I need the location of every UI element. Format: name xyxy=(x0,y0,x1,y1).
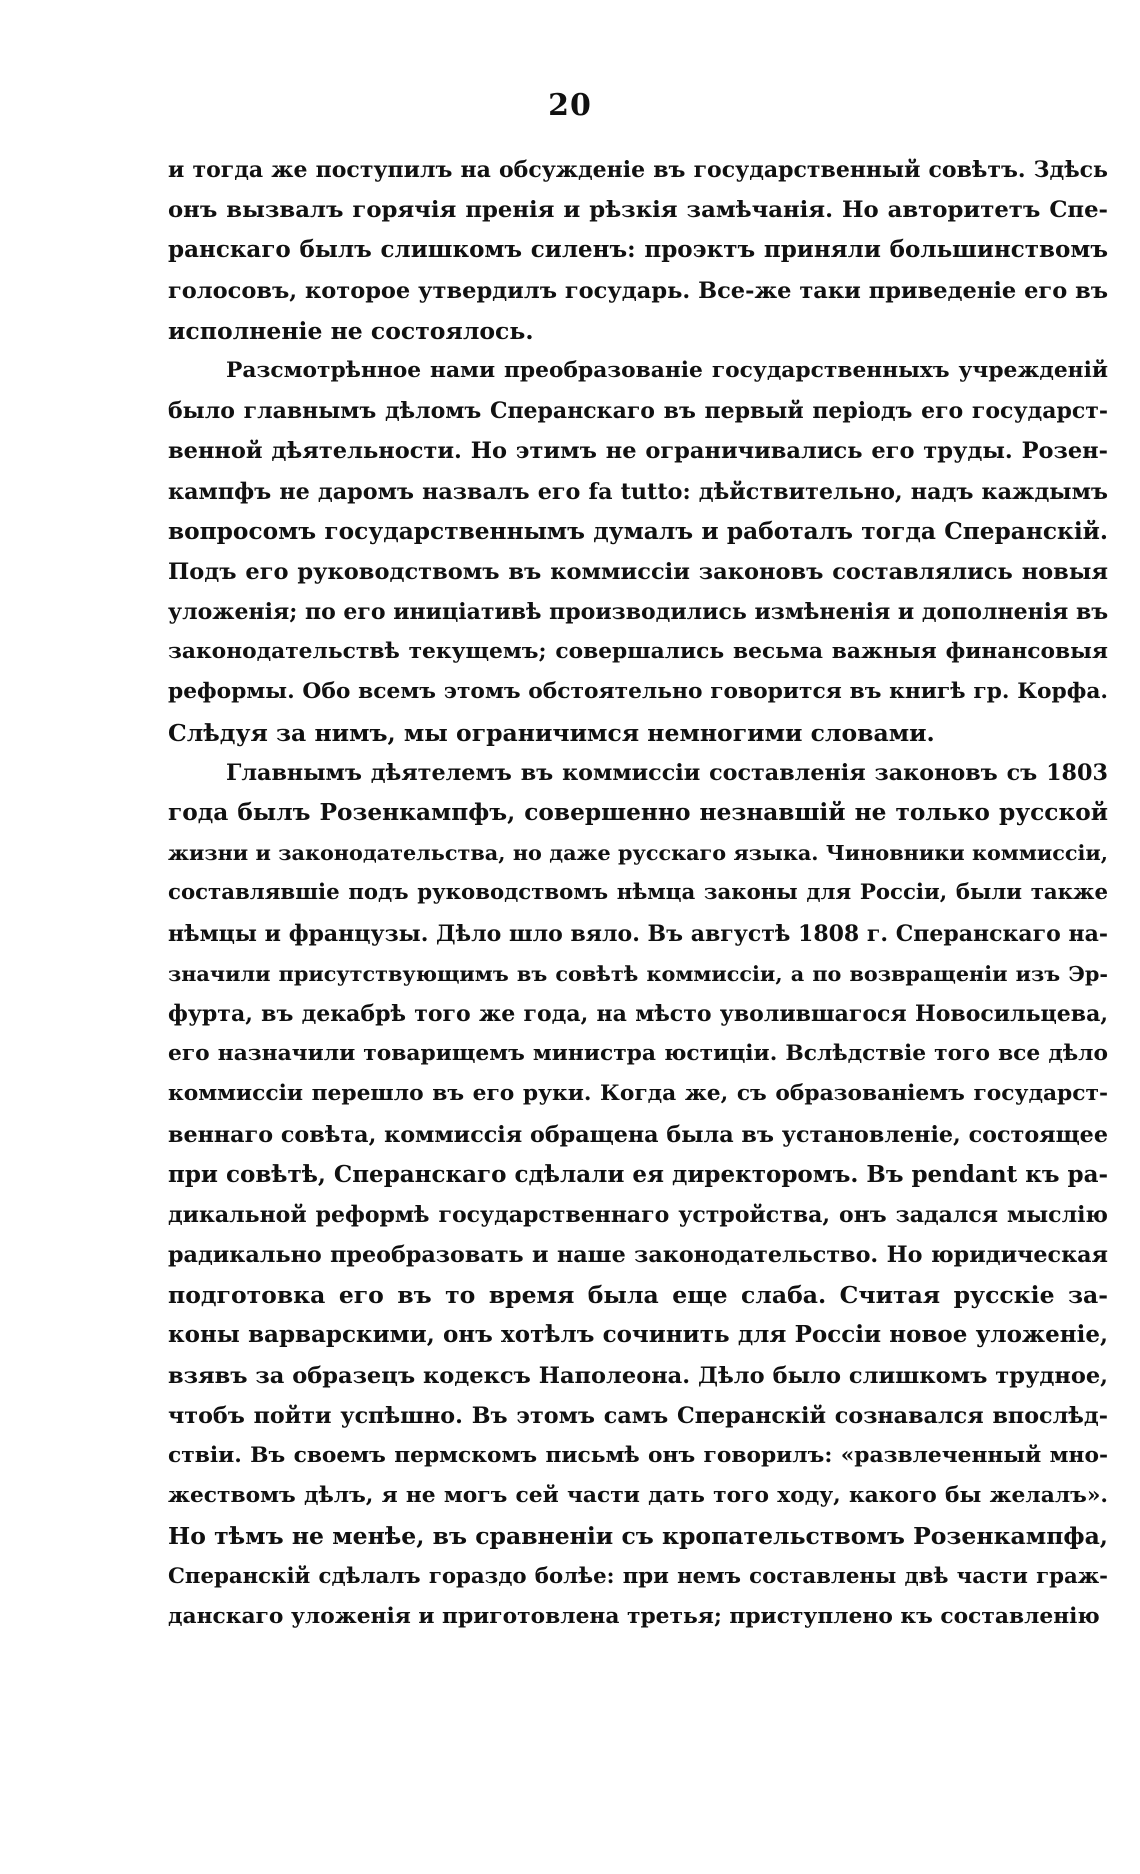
text-line: радикально преобразовать и наше законодательство. Но юридическая xyxy=(168,1242,1108,1269)
text-line: веннаго совѣта, коммиссія обращена была въ установленіе, состоящее xyxy=(168,1121,1108,1148)
text-line: его назначили товарищемъ министра юстиціи. Вслѣдствіе того все дѣло xyxy=(168,1041,1108,1067)
text-line: ствіи. Въ своемъ пермскомъ письмѣ онъ говорилъ: «развлеченный мно- xyxy=(168,1443,1108,1468)
text-line: подготовка его въ то время была еще слаба. Считая русскіе за- xyxy=(168,1281,1108,1310)
text-line: Главнымъ дѣятелемъ въ коммиссіи составленія законовъ съ 1803 xyxy=(226,759,1108,786)
text-line: года былъ Розенкампфъ, совершенно незнавшій не только русской xyxy=(168,799,1108,826)
text-line: Разсмотрѣнное нами преобразованіе государственныхъ учрежденій xyxy=(226,357,1108,383)
text-line: Слѣдуя за нимъ, мы ограничимся немногими словами. xyxy=(168,718,935,747)
text-line: чтобъ пойти успѣшно. Въ этомъ самъ Сперанскій сознавался впослѣд- xyxy=(168,1402,1108,1429)
text-line: составлявшіе подъ руководствомъ нѣмца законы для Россіи, были также xyxy=(168,880,1108,906)
text-line: дикальной реформѣ государственнаго устройства, онъ задался мыслію xyxy=(168,1201,1108,1228)
paragraph xyxy=(168,351,1108,753)
text-line: взявъ за образецъ кодексъ Наполеона. Дѣло было слишкомъ трудное, xyxy=(168,1362,1108,1389)
text-line: было главнымъ дѣломъ Сперанскаго въ первый періодъ его государст- xyxy=(168,398,1108,425)
text-line: кампфъ не даромъ назвалъ его fa tutto: дѣйствительно, надъ каждымъ xyxy=(168,478,1108,505)
text-line: уложенія; по его иниціативѣ производились измѣненія и дополненія въ xyxy=(168,599,1108,626)
text-line: коммиссіи перешло въ его руки. Когда же, съ образованіемъ государст- xyxy=(168,1081,1108,1107)
body-text xyxy=(168,150,1108,1637)
text-line: и тогда же поступилъ на обсужденіе въ государственный совѣтъ. Здѣсь xyxy=(168,157,1108,183)
text-line: Подъ его руководствомъ въ коммиссіи законовъ составлялись новыя xyxy=(168,558,1108,585)
text-line: ранскаго былъ слишкомъ силенъ: проэктъ приняли большинствомъ xyxy=(168,236,1108,264)
text-line: венной дѣятельности. Но этимъ не ограничивались его труды. Розен- xyxy=(168,438,1108,465)
text-line: жествомъ дѣлъ, я не могъ сей части дать того ходу, какого бы желалъ». xyxy=(168,1483,1108,1509)
text-line: исполненіе не состоялось. xyxy=(168,316,534,345)
page-number: 20 xyxy=(548,88,592,123)
text-line: значили присутствующимъ въ совѣтѣ коммиссіи, а по возвращеніи изъ Эр- xyxy=(168,961,1108,986)
text-line: коны варварскими, онъ хотѣлъ сочинить для Россіи новое уложеніе, xyxy=(168,1321,1108,1349)
text-line: вопросомъ государственнымъ думалъ и работалъ тогда Сперанскій. xyxy=(168,517,1108,545)
text-line: реформы. Обо всемъ этомъ обстоятельно говорится въ книгѣ гр. Корфа. xyxy=(168,679,1108,705)
text-line: Но тѣмъ не менѣе, въ сравненіи съ кропательствомъ Розенкампфа, xyxy=(168,1522,1108,1551)
text-line: фурта, въ декабрѣ того же года, на мѣсто уволившагося Новосильцева, xyxy=(168,1000,1108,1027)
text-line: онъ вызвалъ горячія пренія и рѣзкія замѣчанія. Но авторитетъ Спе- xyxy=(168,197,1108,224)
text-line: данскаго уложенія и приготовлена третья; приступлено къ составленію xyxy=(168,1603,1100,1629)
text-line: законодательствѣ текущемъ; совершались весьма важныя финансовыя xyxy=(168,639,1108,665)
text-line: голосовъ, которое утвердилъ государь. Все-же таки приведеніе его въ xyxy=(168,277,1108,304)
paragraph xyxy=(168,753,1108,1637)
text-line: нѣмцы и французы. Дѣло шло вяло. Въ августѣ 1808 г. Сперанскаго на- xyxy=(168,920,1108,947)
text-line: жизни и законодательства, но даже русскаго языка. Чиновники коммиссіи, xyxy=(168,841,1108,866)
text-line: при совѣтѣ, Сперанскаго сдѣлали ея директоромъ. Въ pendant къ ра- xyxy=(168,1160,1108,1188)
paragraph xyxy=(168,150,1108,351)
text-line: Сперанскій сдѣлалъ гораздо болѣе: при немъ составлены двѣ части граж- xyxy=(168,1563,1108,1589)
